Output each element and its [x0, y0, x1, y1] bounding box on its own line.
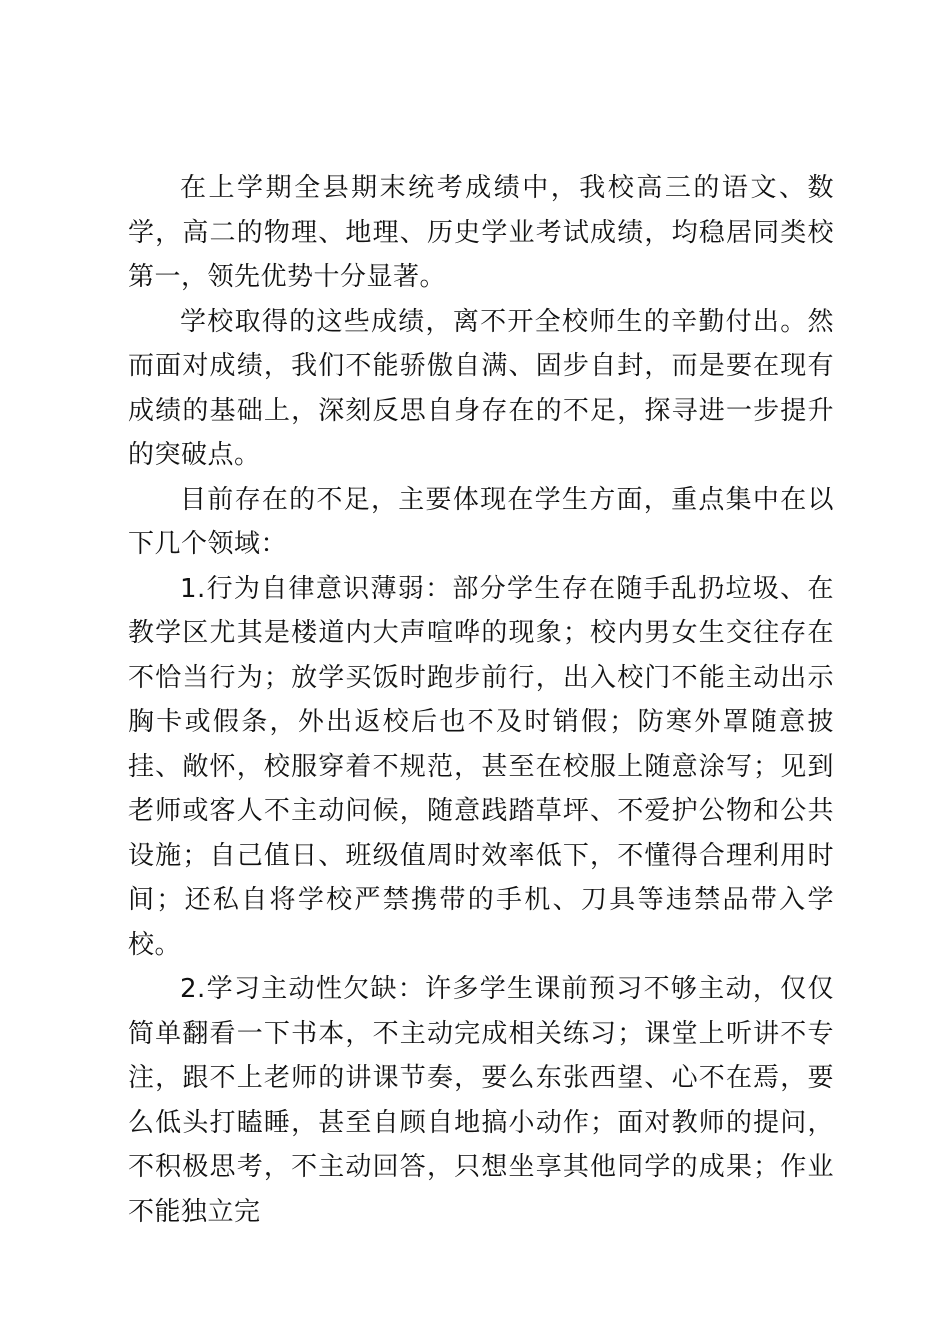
paragraph-exam-results: 在上学期全县期末统考成绩中，我校高三的语文、数学，高二的物理、地理、历史学业考试成绩，均稳居同类校第一，领先优势十分显著。 [128, 173, 834, 292]
paragraph-learning-initiative: 2.学习主动性欠缺：许多学生课前预习不够主动，仅仅简单翻看一下书本，不主动完成相关练习；课堂上听讲不专注，跟不上老师的讲课节奏，要么东张西望、心不在焉，要么低头打瞌睡，甚至自顾自地搞小动作；面对教师的提问，不积极思考，不主动回答，只想坐享其他同学的成果；作业不能独立完 [128, 974, 834, 1227]
paragraph-reflection: 学校取得的这些成绩，离不开全校师生的辛勤付出。然而面对成绩，我们不能骄傲自满、固步自封，而是要在现有成绩的基础上，深刻反思自身存在的不足，探寻进一步提升的突破点。 [128, 306, 834, 470]
paragraph-behavior-discipline: 1.行为自律意识薄弱：部分学生存在随手乱扔垃圾、在教学区尤其是楼道内大声喧哗的现象；校内男女生交往存在不恰当行为；放学买饭时跑步前行，出入校门不能主动出示胸卡或假条，外出返校后也不及时销假；防寒外罩随意披挂、敞怀，校服穿着不规范，甚至在校服上随意涂写；见到老师或客人不主动问候，随意践踏草坪、不爱护公物和公共设施；自己值日、班级值周时效率低下，不懂得合理利用时间；还私自将学校严禁携带的手机、刀具等违禁品带入学校。 [128, 573, 834, 960]
document-body [128, 166, 834, 1234]
paragraph-shortcomings-intro: 目前存在的不足，主要体现在学生方面，重点集中在以下几个领域： [128, 484, 834, 559]
